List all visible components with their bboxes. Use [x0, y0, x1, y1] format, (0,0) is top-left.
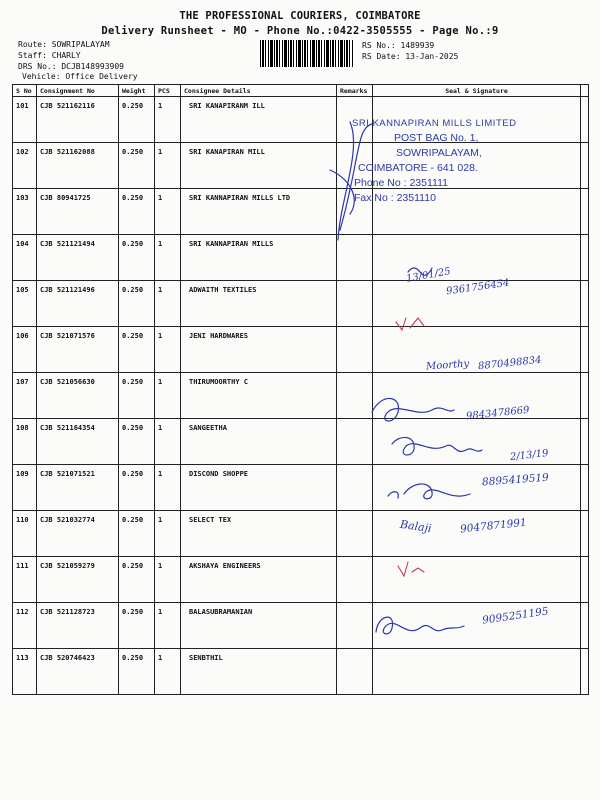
row-pcs: 1 [155, 649, 181, 695]
row-consignment-no: CJB 521071521 [37, 465, 119, 511]
seal-phone: Phone No : 2351111 [354, 177, 448, 189]
row-blank [581, 373, 589, 419]
row-blank [581, 419, 589, 465]
row-signature [373, 603, 581, 649]
barcode [260, 40, 354, 67]
handwritten-note-109: 2/13/19 [509, 448, 550, 463]
row-remarks [337, 649, 373, 695]
vehicle-label: Vehicle: Office Delivery [22, 72, 138, 81]
staff-label: Staff: CHARLY [18, 51, 81, 60]
row-blank [581, 557, 589, 603]
row-weight: 0.250 [119, 603, 155, 649]
row-consignment-no: CJB 521121496 [37, 281, 119, 327]
handwritten-name-107: Moorthy [425, 358, 470, 373]
row-blank [581, 649, 589, 695]
seal-company: SRI KANNAPIRAN MILLS LIMITED [352, 118, 517, 129]
handwritten-phone-107: 8870498834 [477, 354, 543, 373]
row-pcs: 1 [155, 465, 181, 511]
row-weight: 0.250 [119, 465, 155, 511]
table-row [13, 603, 589, 649]
row-pcs: 1 [155, 97, 181, 143]
row-sno: 113 [13, 649, 37, 695]
row-consignment-no: CJB 80941725 [37, 189, 119, 235]
col-weight: Weight [119, 85, 155, 97]
row-sno: 104 [13, 235, 37, 281]
row-blank [581, 235, 589, 281]
row-sno: 105 [13, 281, 37, 327]
table-header-row [13, 85, 589, 97]
row-consignment-no: CJB 521162088 [37, 143, 119, 189]
row-weight: 0.250 [119, 649, 155, 695]
row-consignment-no: CJB 521032774 [37, 511, 119, 557]
row-remarks [337, 465, 373, 511]
row-blank [581, 143, 589, 189]
row-blank [581, 327, 589, 373]
row-blank [581, 97, 589, 143]
row-consignment-no: CJB 521056630 [37, 373, 119, 419]
row-sno: 108 [13, 419, 37, 465]
seal-address-2: SOWRIPALAYAM, [396, 147, 482, 159]
row-consignee: SRI KANNAPIRAN MILLS [181, 235, 337, 281]
row-consignee: SELECT TEX [181, 511, 337, 557]
row-sno: 112 [13, 603, 37, 649]
row-signature [373, 327, 581, 373]
row-remarks [337, 281, 373, 327]
row-remarks [337, 419, 373, 465]
row-weight: 0.250 [119, 189, 155, 235]
row-pcs: 1 [155, 419, 181, 465]
row-blank [581, 603, 589, 649]
company-seal [352, 116, 532, 206]
row-signature [373, 465, 581, 511]
table-row [13, 465, 589, 511]
row-weight: 0.250 [119, 373, 155, 419]
row-sno: 109 [13, 465, 37, 511]
row-sno: 101 [13, 97, 37, 143]
col-consignment: Consignment No [37, 85, 119, 97]
row-consignee: SRI KANAPIRANM ILL [181, 97, 337, 143]
col-pcs: PCS [155, 85, 181, 97]
row-remarks [337, 511, 373, 557]
row-weight: 0.250 [119, 97, 155, 143]
row-consignment-no: CJB 521071576 [37, 327, 119, 373]
seal-address-1: POST BAG No. 1, [394, 132, 479, 144]
row-weight: 0.250 [119, 327, 155, 373]
row-pcs: 1 [155, 143, 181, 189]
row-consignee: BALASUBRAMANIAN [181, 603, 337, 649]
row-pcs: 1 [155, 235, 181, 281]
row-remarks [337, 327, 373, 373]
table-row [13, 419, 589, 465]
row-blank [581, 511, 589, 557]
row-pcs: 1 [155, 327, 181, 373]
rs-number: RS No.: 1489939 [362, 41, 435, 50]
rs-date: RS Date: 13-Jan-2025 [362, 52, 459, 61]
row-weight: 0.250 [119, 419, 155, 465]
row-consignment-no: CJB 521059279 [37, 557, 119, 603]
row-consignee: AKSHAYA ENGINEERS [181, 557, 337, 603]
row-consignment-no: CJB 521162116 [37, 97, 119, 143]
row-consignee: SENBTHIL [181, 649, 337, 695]
row-consignee: JENI HARDWARES [181, 327, 337, 373]
row-weight: 0.250 [119, 143, 155, 189]
handwritten-name-111: Balaji [399, 517, 433, 536]
row-remarks [337, 373, 373, 419]
seal-fax: Fax No : 2351110 [354, 192, 436, 204]
runsheet-subtitle: Delivery Runsheet - MO - Phone No.:0422-3505555 - Page No.:9 [101, 25, 499, 37]
row-weight: 0.250 [119, 511, 155, 557]
col-consignee: Consignee Details [181, 85, 337, 97]
row-weight: 0.250 [119, 557, 155, 603]
row-remarks [337, 235, 373, 281]
row-pcs: 1 [155, 603, 181, 649]
col-blank [581, 85, 589, 97]
row-consignment-no: CJB 521164354 [37, 419, 119, 465]
table-row [13, 557, 589, 603]
row-sno: 110 [13, 511, 37, 557]
row-consignee: SRI KANAPIRAN MILL [181, 143, 337, 189]
row-sno: 107 [13, 373, 37, 419]
row-sno: 111 [13, 557, 37, 603]
row-sno: 103 [13, 189, 37, 235]
handwritten-phone-110: 8895419519 [481, 471, 550, 489]
handwritten-date-105: 13/01/25 [405, 266, 452, 285]
row-blank [581, 281, 589, 327]
row-pcs: 1 [155, 557, 181, 603]
handwritten-phone-113: 9095251195 [481, 605, 550, 627]
row-sno: 102 [13, 143, 37, 189]
table-row [13, 235, 589, 281]
row-consignee: THIRUMOORTHY C [181, 373, 337, 419]
row-pcs: 1 [155, 189, 181, 235]
row-sno: 106 [13, 327, 37, 373]
handwritten-phone-108: 9843478669 [465, 404, 531, 423]
table-row [13, 649, 589, 695]
handwritten-phone-111: 9047871991 [459, 516, 528, 536]
row-signature [373, 557, 581, 603]
row-signature [373, 649, 581, 695]
row-weight: 0.250 [119, 235, 155, 281]
seal-address-3: COIMBATORE - 641 028. [358, 162, 478, 174]
col-signature: Seal & Signature [373, 85, 581, 97]
handwritten-phone-105: 9361756454 [445, 277, 511, 298]
row-pcs: 1 [155, 373, 181, 419]
row-signature [373, 235, 581, 281]
row-blank [581, 465, 589, 511]
col-remarks: Remarks [337, 85, 373, 97]
col-sno: S No [13, 85, 37, 97]
row-consignment-no: CJB 521128723 [37, 603, 119, 649]
row-remarks [337, 603, 373, 649]
row-pcs: 1 [155, 281, 181, 327]
company-title: THE PROFESSIONAL COURIERS, COIMBATORE [179, 10, 421, 22]
row-consignment-no: CJB 520746423 [37, 649, 119, 695]
row-consignee: SRI KANNAPIRAN MILLS LTD [181, 189, 337, 235]
table-row [13, 511, 589, 557]
row-consignee: SANGEETHA [181, 419, 337, 465]
row-consignee: DISCOND SHOPPE [181, 465, 337, 511]
route-label: Route: SOWRIPALAYAM [18, 40, 110, 49]
row-consignment-no: CJB 521121494 [37, 235, 119, 281]
row-blank [581, 189, 589, 235]
row-consignee: ADWAITH TEXTILES [181, 281, 337, 327]
row-remarks [337, 557, 373, 603]
row-pcs: 1 [155, 511, 181, 557]
drs-number: DRS No.: DCJB14899390​9 [18, 62, 124, 71]
row-weight: 0.250 [119, 281, 155, 327]
